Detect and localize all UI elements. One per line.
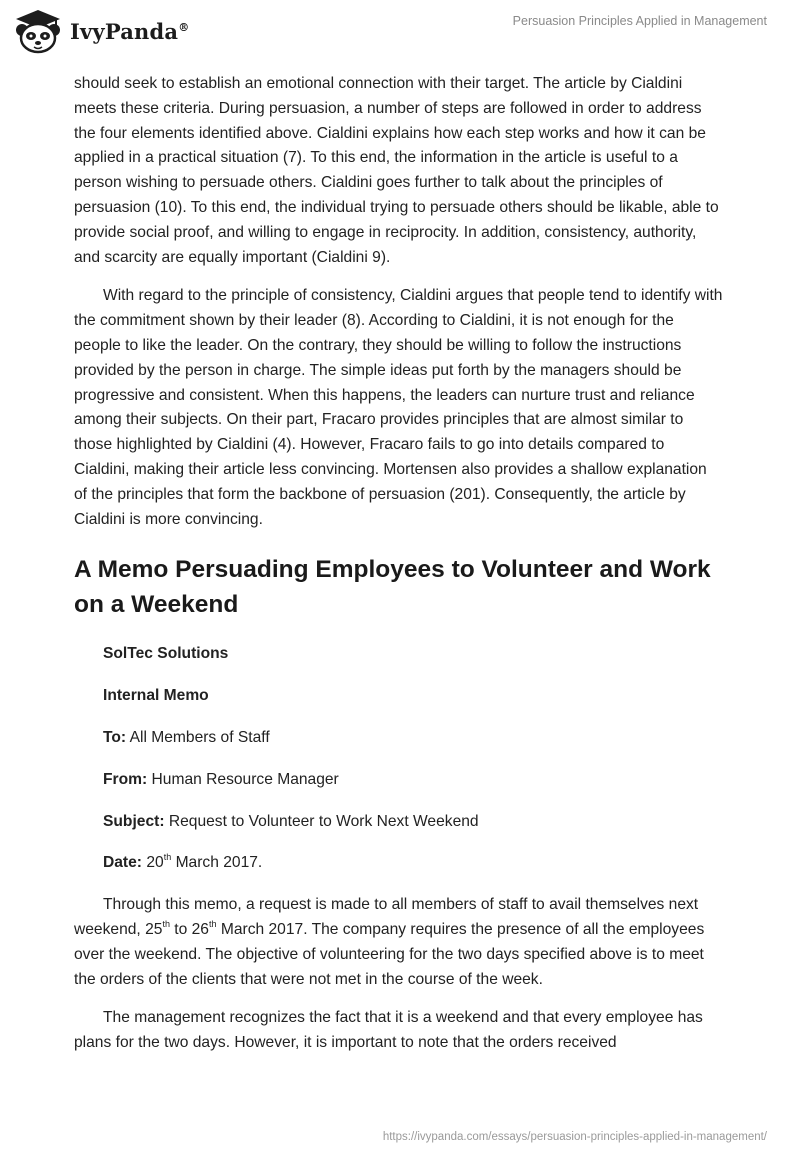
memo-type: Internal Memo bbox=[103, 687, 209, 705]
panda-graduate-icon bbox=[12, 8, 64, 54]
ivypanda-logo[interactable] bbox=[12, 8, 189, 54]
section-heading: A Memo Persuading Employees to Volunteer and Work on a Weekend bbox=[74, 556, 711, 619]
paragraph: Through this memo, a request is made to all members of staff to avail themselves next weekend, 25th to 26th March 2017. The company requires the presence of all the employees over the weekend. The objective of volunteering for the two days specified above is to meet the orders of the clients that were not met in the course of the week. bbox=[74, 896, 705, 988]
memo-date: Date: 20th March 2017. bbox=[103, 852, 263, 872]
paragraph: With regard to the principle of consistency, Cialdini argues that people tend to identify with the commitment shown by their leader (8). According to Cialdini, it is not enough for the people to like the leader. On the contrary, they should be willing to follow the instructions provided by the person in charge. The simple ideas put forth by the managers should be progressive and consistent. When this happens, the leaders can nurture trust and reliance among their subjects. On their part, Fracaro provides principles that are almost similar to those highlighted by Cialdini (4). However, Fracaro fails to go into details compared to Cialdini, making their article less convincing. Mortensen also provides a shallow explanation of the principles that form the backbone of persuasion (201). Consequently, the article by Cialdini is more convincing. bbox=[74, 287, 723, 528]
registered-mark: ® bbox=[178, 20, 190, 34]
memo-to: To: All Members of Staff bbox=[103, 728, 270, 746]
page-header bbox=[0, 0, 800, 70]
memo-company: SolTec Solutions bbox=[103, 645, 229, 663]
logo-text: IvyPanda® bbox=[70, 18, 190, 44]
memo-from: From: Human Resource Manager bbox=[103, 770, 339, 788]
document-title: Persuasion Principles Applied in Management bbox=[512, 14, 767, 28]
paragraph: The management recognizes the fact that it is a weekend and that every employee has plans for the two days. However, it is important to note that the orders received bbox=[74, 1009, 703, 1052]
memo-subject: Subject: Request to Volunteer to Work Next Weekend bbox=[103, 812, 479, 830]
essay-content bbox=[74, 72, 724, 1070]
paragraph: should seek to establish an emotional connection with their target. The article by Cialdini meets these criteria. During persuasion, a number of steps are followed in order to address the four elements identified above. Cialdini explains how each step works and how it can be applied in a practical situation (7). To this end, the information in the article is useful to a person wishing to persuade others. Cialdini goes further to talk about the principles of persuasion (10). To this end, the individual trying to persuade others should be likable, able to provide social proof, and willing to engage in reciprocity. In addition, consistency, authority, and scarcity are equally important (Cialdini 9). bbox=[74, 75, 719, 266]
source-url-link[interactable]: https://ivypanda.com/essays/persuasion-principles-applied-in-management/ bbox=[382, 1131, 767, 1143]
